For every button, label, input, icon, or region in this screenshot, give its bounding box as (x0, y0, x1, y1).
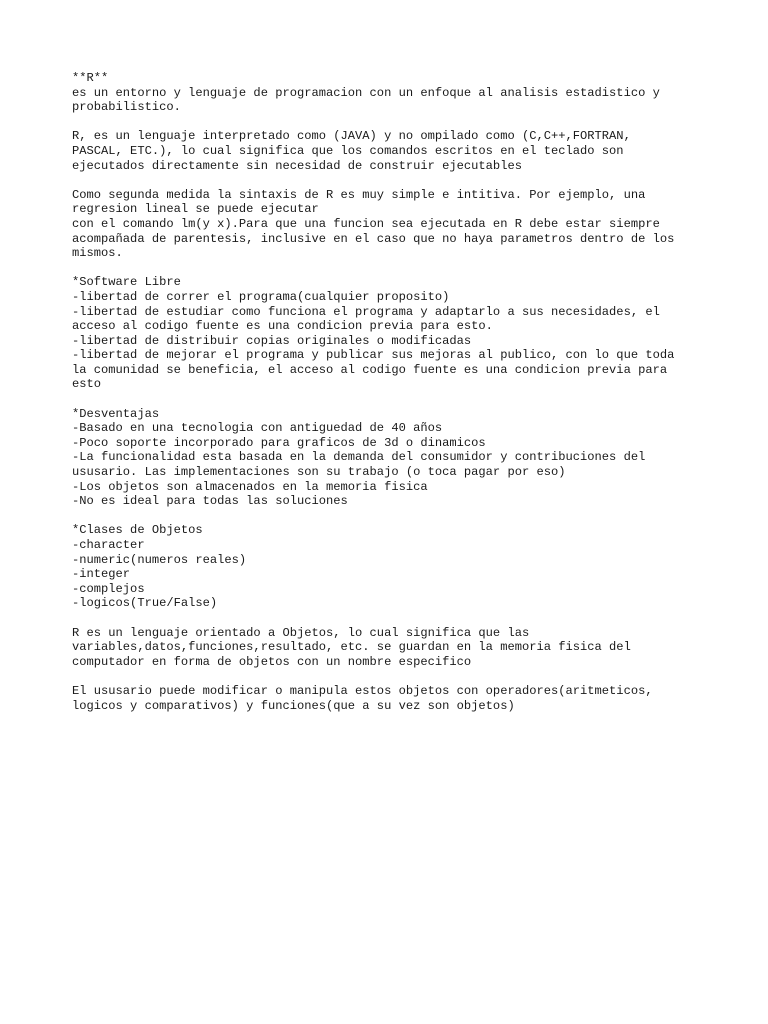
list-item: -integer (72, 567, 131, 582)
text-line: con el comando lm(y x).Para que una funcion sea ejecutada en R debe estar siempre (72, 216, 660, 231)
section-desventajas (72, 407, 712, 509)
section-heading: *Software Libre (72, 275, 181, 290)
text-line: probabilistico. (72, 100, 181, 115)
list-item: -Poco soporte incorporado para graficos de 3d o dinamicos (72, 435, 486, 450)
list-item: -logicos(True/False) (72, 596, 218, 611)
text-line: es un entorno y lenguaje de programacion con un enfoque al analisis estadistico y (72, 85, 660, 100)
paragraph-gap (72, 509, 712, 524)
text-line: ejecutados directamente sin necesidad de construir ejecutables (72, 158, 522, 173)
list-item: -numeric(numeros reales) (72, 552, 247, 567)
list-item: -No es ideal para todas las soluciones (72, 494, 348, 509)
text-line: regresion lineal se puede ejecutar (72, 202, 319, 217)
section-clases-objetos (72, 523, 712, 611)
text-line: Como segunda medida la sintaxis de R es muy simple e intitiva. Por ejemplo, una (72, 187, 646, 202)
section-heading: *Desventajas (72, 406, 160, 421)
paragraph-gap (72, 392, 712, 407)
section-heading: *Clases de Objetos (72, 523, 203, 538)
paragraph-intro (72, 71, 712, 115)
paragraph-orientado-objetos (72, 626, 712, 670)
list-item: -libertad de mejorar el programa y publicar sus mejoras al publico, con lo que toda (72, 348, 675, 363)
text-line: computador en forma de objetos con un nombre especifico (72, 654, 472, 669)
paragraph-sintaxis (72, 188, 712, 261)
text-line: El ususario puede modificar o manipula estos objetos con operadores(aritmeticos, (72, 683, 653, 698)
text-line: R, es un lenguaje interpretado como (JAVA) y no ompilado como (C,C++,FORTRAN, (72, 129, 631, 144)
list-item-continuation: acceso al codigo fuente es una condicion previa para esto. (72, 319, 493, 334)
list-item: -complejos (72, 581, 145, 596)
list-item: -La funcionalidad esta basada en la demanda del consumidor y contribuciones del (72, 450, 646, 465)
heading-r: **R** (72, 71, 109, 85)
text-line: PASCAL, ETC.), lo cual significa que los comandos escritos en el teclado son (72, 143, 624, 158)
text-line: variables,datos,funciones,resultado, etc. se guardan en la memoria fisica del (72, 640, 631, 655)
paragraph-gap (72, 611, 712, 626)
text-line: acompañada de parentesis, inclusive en el caso que no haya parametros dentro de los (72, 231, 675, 246)
list-item-continuation: la comunidad se beneficia, el acceso al codigo fuente es una condicion previa para (72, 362, 668, 377)
list-item: -Basado en una tecnologia con antiguedad de 40 años (72, 421, 443, 436)
section-software-libre (72, 275, 712, 392)
list-item: -character (72, 538, 145, 552)
document-page (72, 71, 712, 713)
paragraph-gap (72, 173, 712, 188)
text-line: logicos y comparativos) y funciones(que a su vez son objetos) (72, 698, 515, 713)
list-item: -libertad de estudiar como funciona el programa y adaptarlo a sus necesidades, el (72, 304, 660, 319)
paragraph-interpretado (72, 129, 712, 173)
paragraph-manipulacion (72, 684, 712, 713)
list-item-continuation: esto (72, 377, 102, 392)
text-line: mismos. (72, 246, 123, 261)
paragraph-gap (72, 261, 712, 276)
list-item: -Los objetos son almacenados en la memoria fisica (72, 479, 428, 494)
paragraph-gap (72, 115, 712, 130)
list-item: -libertad de correr el programa(cualquier proposito) (72, 289, 450, 304)
text-line: R es un lenguaje orientado a Objetos, lo cual significa que las (72, 625, 530, 640)
list-item-continuation: ususario. Las implementaciones son su trabajo (o toca pagar por eso) (72, 465, 566, 480)
list-item: -libertad de distribuir copias originales o modificadas (72, 333, 472, 348)
paragraph-gap (72, 669, 712, 684)
